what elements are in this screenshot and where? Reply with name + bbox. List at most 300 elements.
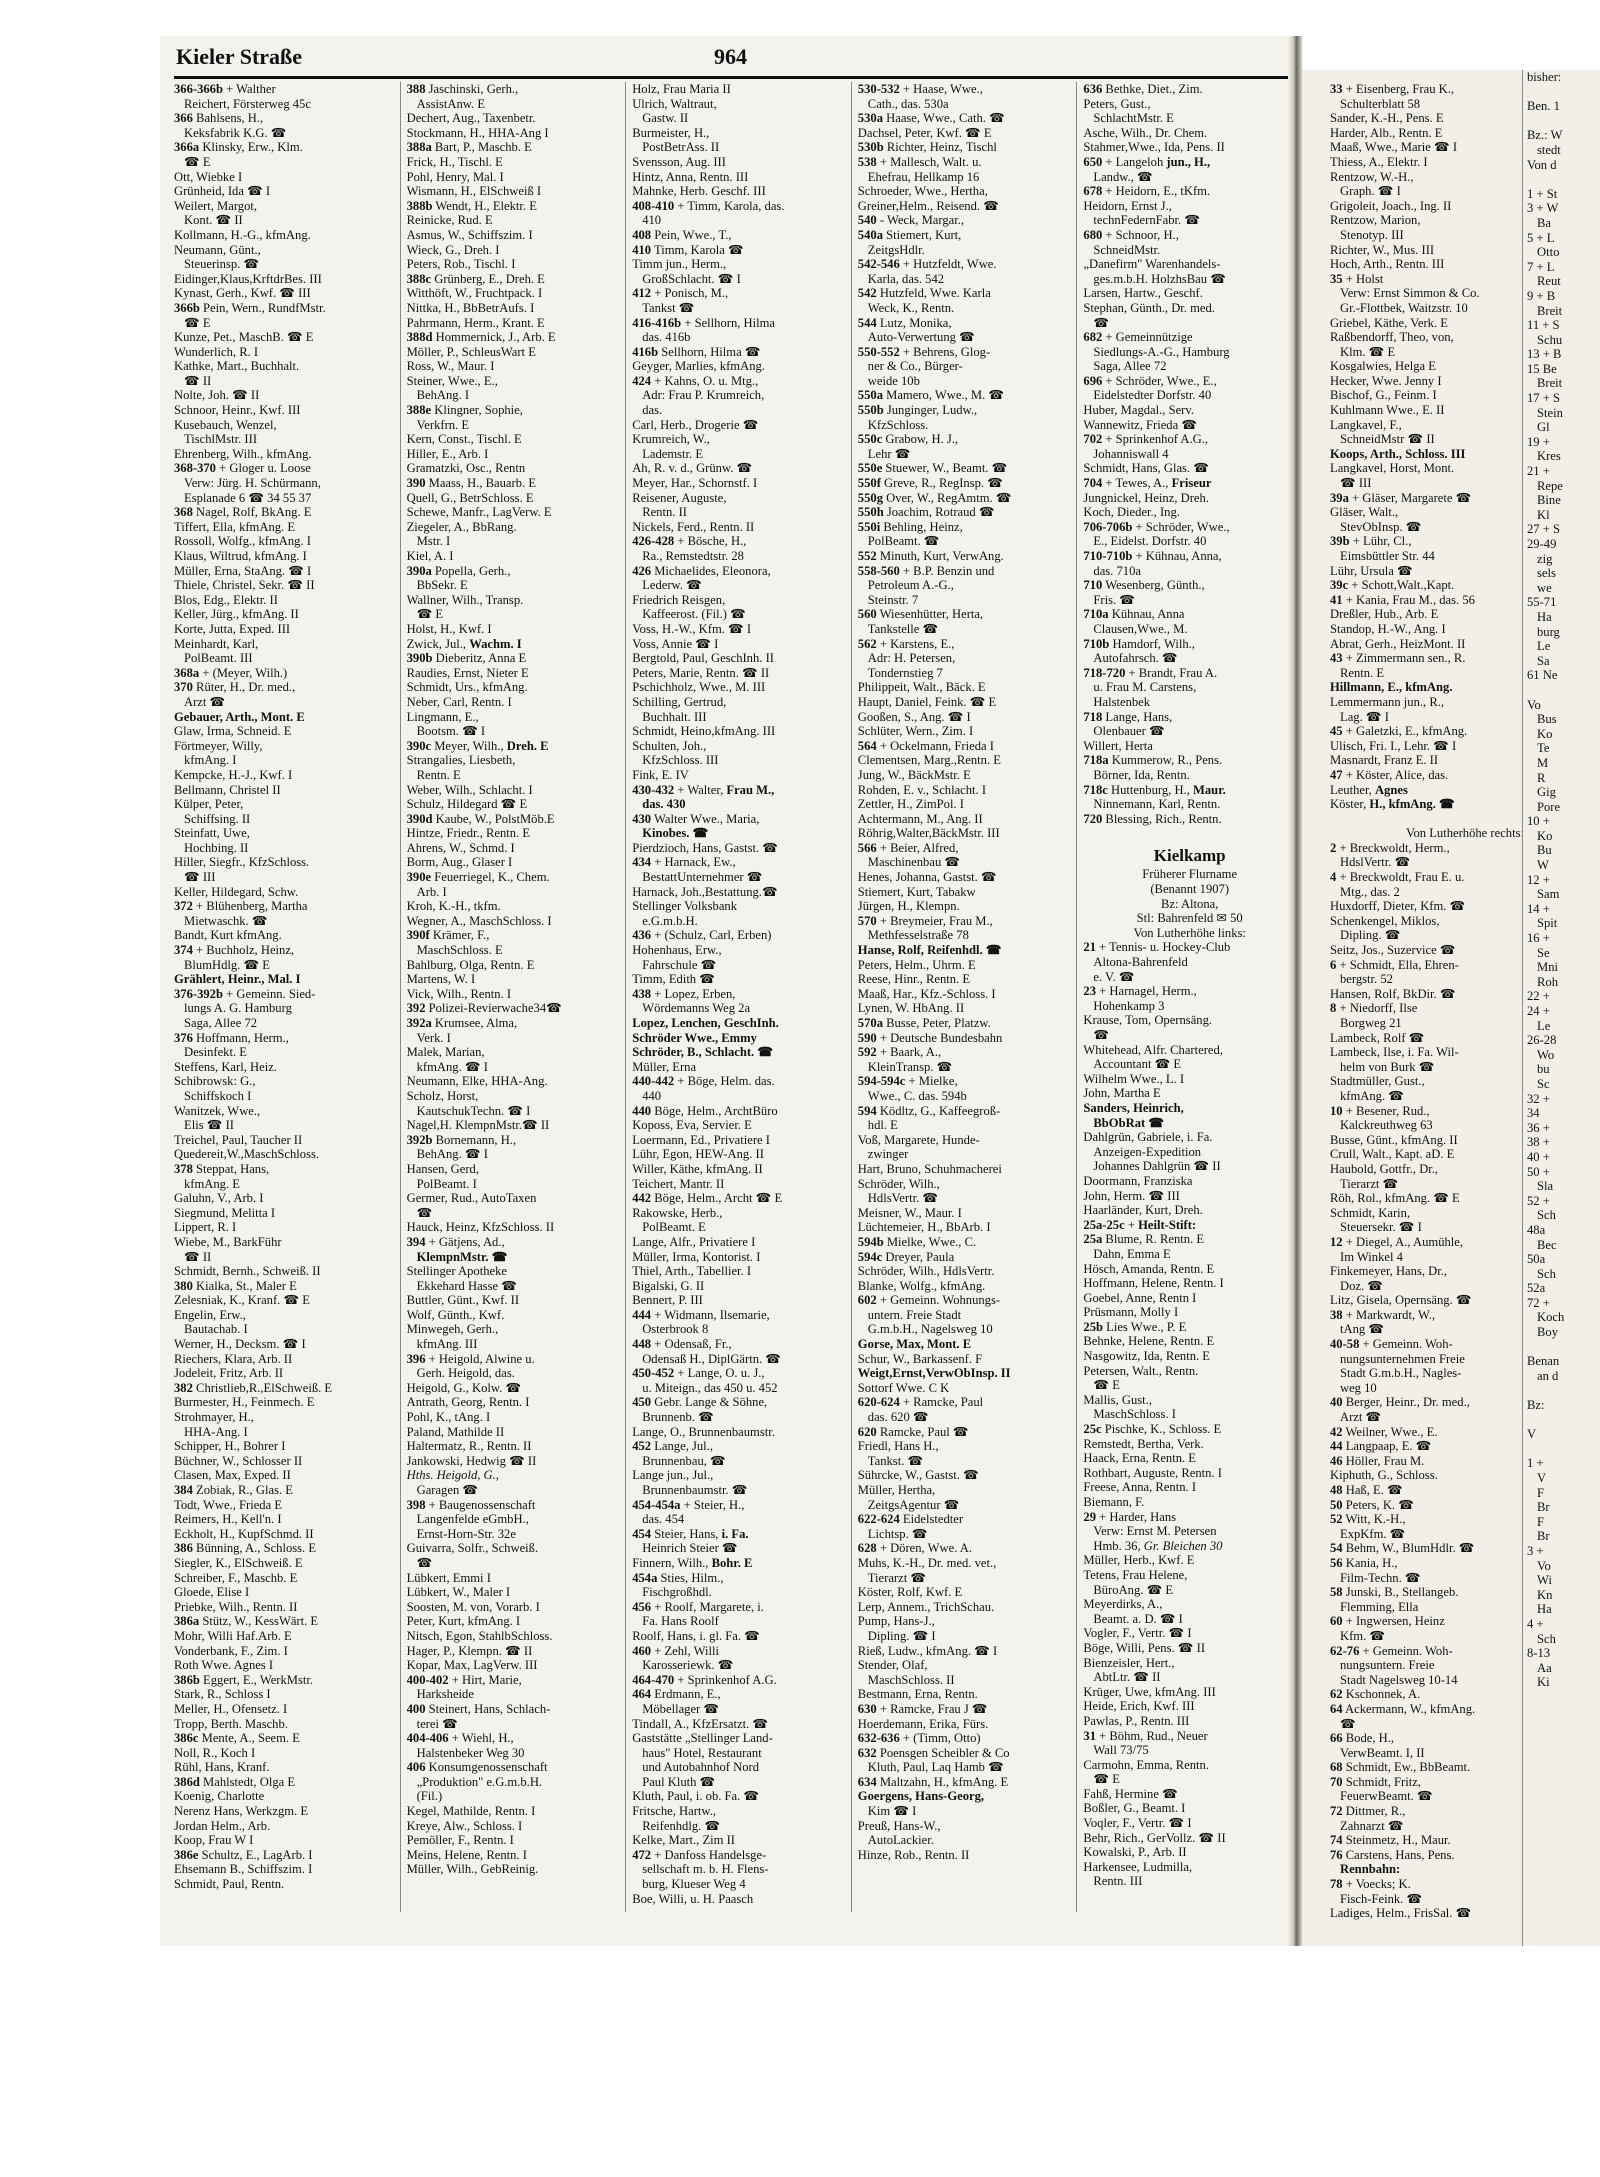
directory-entry-line: Greiner,Helm., Reisend. ☎ xyxy=(857,198,999,213)
cut-entry-fragment: Se xyxy=(1537,945,1550,960)
directory-entry-line: 592 + Baark, A., xyxy=(857,1045,942,1060)
directory-entry-line: Dachsel, Peter, Kwf. ☎ E xyxy=(857,125,992,140)
directory-entry-line: Jankowski, Hedwig ☎ II xyxy=(406,1453,537,1468)
directory-entry-line: Wunderlich, R. I xyxy=(174,344,259,359)
directory-entry-line: burg, Klueser Weg 4 xyxy=(642,1877,746,1892)
directory-entry-line: 552 Minuth, Kurt, VerwAng. xyxy=(857,549,1004,563)
directory-entry-line: Pemöller, F., Rentn. I xyxy=(406,1833,514,1848)
directory-entry-line: Mietwaschk. ☎ xyxy=(184,913,268,928)
directory-entry-line: Sottorf Wwe. C K xyxy=(857,1380,950,1395)
directory-entry-line: 464-470 + Sprinkenhof A.G. xyxy=(632,1672,777,1687)
directory-entry-line: Meisner, W., Maur. I xyxy=(857,1205,962,1220)
directory-entry-line: Schröder, B., Schlacht. ☎ xyxy=(632,1045,774,1060)
directory-entry-line: 39b + Lühr, Cl., xyxy=(1330,534,1412,549)
directory-entry-line: Stephan, Günth., Dr. med. xyxy=(1083,300,1215,315)
directory-entry-line: Schulterblatt 58 xyxy=(1340,96,1421,111)
directory-entry-line: Hauck, Heinz, KfzSchloss. II xyxy=(406,1220,555,1235)
directory-entry-line: Bienzeisler, Hert., xyxy=(1083,1655,1175,1670)
directory-entry-line: Im Winkel 4 xyxy=(1340,1249,1403,1264)
cut-entry-fragment: 10 + xyxy=(1527,814,1550,829)
directory-entry-line: Rentzow, W.-H., xyxy=(1330,169,1414,184)
directory-entry-line: Haarländer, Kurt, Dreh. xyxy=(1083,1203,1203,1218)
directory-entry-line: Mtg., das. 2 xyxy=(1340,884,1400,899)
cut-entry-fragment: 3 + W xyxy=(1527,201,1559,216)
directory-entry-line: 396 + Heigold, Alwine u. xyxy=(406,1351,535,1366)
directory-entry-line: Schnoor, Heinr., Kwf. III xyxy=(174,403,301,418)
directory-entry-line: Kluth, Paul, Laq Hamb ☎ xyxy=(867,1760,1004,1775)
right-page-cut-column xyxy=(1522,70,1600,1946)
directory-entry-line: 444 + Widmann, Ilsemarie, xyxy=(632,1307,770,1322)
directory-entry-line: 386 Bünning, A., Schloss. E xyxy=(174,1541,317,1556)
cut-entry-fragment: bu xyxy=(1537,1062,1550,1077)
directory-entry-line: Paul Kluth ☎ xyxy=(642,1774,716,1789)
directory-entry-line: Kowalski, P., Arb. II xyxy=(1083,1845,1187,1860)
directory-entry-line: 710b Hamdorf, Wilh., xyxy=(1083,636,1195,651)
directory-entry-line: Eidinger,Klaus,KrftdrBes. III xyxy=(174,271,322,286)
directory-entry-line: Kfm. ☎ xyxy=(1340,1628,1386,1643)
directory-entry-line: SchneidMstr. xyxy=(1093,242,1161,257)
directory-entry-line: kfmAng. E xyxy=(184,1176,240,1191)
directory-entry-line: Ladiges, Helm., FrisSal. ☎ xyxy=(1330,1906,1472,1921)
directory-entry-line: Ott, Wiebke I xyxy=(174,169,243,184)
cut-entry-fragment: Ko xyxy=(1537,828,1553,843)
directory-entry-line: 620 Ramcke, Paul ☎ xyxy=(857,1424,969,1439)
directory-entry-line: Beamt. a. D. ☎ I xyxy=(1093,1611,1183,1626)
directory-entry-line: Roolf, Hans, i. gl. Fa. ☎ xyxy=(632,1628,760,1643)
cut-entry-fragment: 11 + S xyxy=(1527,318,1560,333)
cut-entry-fragment: Aa xyxy=(1537,1660,1552,1675)
directory-entry-line: 72 Dittmer, R., xyxy=(1330,1804,1406,1819)
directory-entry-line: 392 Polizei-Revierwache34☎ xyxy=(406,1001,562,1016)
directory-entry-line: 25a Blume, R. Rentn. E xyxy=(1083,1232,1205,1247)
directory-entry-line: Weber, Wilh., Schlacht. I xyxy=(406,782,533,797)
directory-entry-line: Frick, H., Tischl. E xyxy=(406,154,503,169)
cut-entry-fragment: R xyxy=(1537,770,1546,785)
directory-entry-line: Quell, G., BetrSchloss. E xyxy=(406,490,534,505)
directory-entry-line: Ra., Remstedtstr. 28 xyxy=(642,549,744,563)
cut-entry-fragment xyxy=(1527,1340,1600,1355)
directory-entry-line: 33 + Eisenberg, Frau K., xyxy=(1330,82,1455,96)
directory-entry-line: Glaw, Irma, Schneid. E xyxy=(174,724,292,739)
directory-entry-line: Strohmayer, H., xyxy=(174,1410,254,1425)
directory-entry-line: Steuerinsp. ☎ xyxy=(184,257,260,272)
directory-entry-line: Peters, Helm., Uhrm. E xyxy=(857,957,976,972)
directory-entry-line: das. 430 xyxy=(642,797,686,812)
directory-entry-line: Friedl, Hans H., xyxy=(857,1439,939,1454)
directory-entry-line: zwinger xyxy=(867,1147,909,1162)
directory-entry-line: Wismann, H., ElSchweiß I xyxy=(406,184,542,199)
directory-entry-line: Stockmann, H., HHA-Ang I xyxy=(406,125,549,140)
directory-entry-line: Schlüter, Wern., Zim. I xyxy=(857,724,974,739)
directory-entry-line: Clausen,Wwe., M. xyxy=(1093,621,1188,636)
directory-entry-line: 562 + Karstens, E., xyxy=(857,636,955,651)
directory-entry-line: 386a Stütz, W., KessWärt. E xyxy=(174,1614,319,1629)
directory-entry-line: Ahrens, W., Schmd. I xyxy=(406,840,515,855)
directory-entry-line: 45 + Galetzki, E., kfmAng. xyxy=(1330,724,1468,739)
directory-entry-line: 368 Nagel, Rolf, BkAng. E xyxy=(174,505,312,520)
directory-entry-line: Ehefrau, Hellkamp 16 xyxy=(867,169,980,184)
directory-entry-line: 394 + Gätjens, Ad., xyxy=(406,1234,505,1249)
directory-entry-line: 10 + Besener, Rud., xyxy=(1330,1103,1430,1118)
directory-entry-line: Halstenbek xyxy=(1093,694,1151,709)
directory-entry-line: Pahrmann, Herm., Krant. E xyxy=(406,315,545,330)
directory-entry-line: Verw: Ernst M. Petersen xyxy=(1093,1524,1217,1539)
directory-entry-line: Pawlas, P., Rentn. III xyxy=(1083,1713,1190,1728)
directory-entry-line: Saga, Allee 72 xyxy=(1093,359,1167,374)
directory-entry-line: Börner, Ida, Rentn. xyxy=(1093,767,1190,782)
directory-entry-line: Clementsen, Marg.,Rentn. E xyxy=(857,753,1001,768)
directory-entry-line: Strangalies, Liesbeth, xyxy=(406,753,516,768)
directory-entry-line: ☎ xyxy=(1340,1716,1356,1731)
directory-entry-line: Sander, K.-H., Pens. E xyxy=(1330,111,1444,126)
directory-entry-line: Peter, Kurt, kfmAng. I xyxy=(406,1614,521,1629)
directory-entry-line: Lerp, Annem., TrichSchau. xyxy=(857,1599,995,1614)
directory-entry-line: 718 Lange, Hans, xyxy=(1083,709,1173,724)
directory-entry-line: Wolf, Günth., Kwf. xyxy=(406,1307,505,1322)
directory-entry-line: Verk. I xyxy=(416,1030,451,1045)
directory-entry-line: Vick, Wilh., Rentn. I xyxy=(406,986,512,1001)
directory-entry-line: 12 + Diegel, A., Aumühle, xyxy=(1330,1234,1464,1249)
directory-entry-line: Carmohn, Emma, Rentn. xyxy=(1083,1757,1209,1772)
directory-entry-line: 44 Langpaap, E. ☎ xyxy=(1330,1439,1432,1454)
directory-entry-line: Steinstr. 7 xyxy=(867,592,919,607)
directory-entry-line: Auto-Verwertung ☎ xyxy=(867,330,975,345)
directory-entry-line: Ernst-Horn-Str. 32e xyxy=(416,1526,516,1541)
directory-entry-line: 710 Wesenberg, Günth., xyxy=(1083,578,1205,593)
directory-entry-line: 380 Kialka, St., Maler E xyxy=(174,1278,297,1293)
directory-entry-line: e.G.m.b.H. xyxy=(642,913,698,928)
directory-entry-line: Maaß, Har., Kfz.-Schloss. I xyxy=(857,986,996,1001)
directory-entry-line: BestattUnternehmer ☎ xyxy=(642,870,763,885)
directory-entry-line: Voss, H.-W., Kfm. ☎ I xyxy=(632,621,752,636)
directory-entry-line: Saga, Allee 72 xyxy=(184,1016,258,1030)
directory-entry-line: Germer, Rud., AutoTaxen xyxy=(406,1191,537,1206)
directory-entry-line: Stadt G.m.b.H., Nagles- xyxy=(1340,1366,1462,1381)
directory-entry-line: 706-706b + Schröder, Wwe., xyxy=(1083,519,1230,534)
directory-entry-line: Nasgowitz, Ida, Rentn. E xyxy=(1083,1349,1210,1364)
directory-entry-line: Kempcke, H.-J., Kwf. I xyxy=(174,767,293,782)
cut-entry-fragment: 27 + S xyxy=(1527,522,1560,537)
directory-entry-line: Reinicke, Rud. E xyxy=(406,213,493,228)
directory-entry-line: Fischgroßhdl. xyxy=(642,1585,712,1600)
directory-entry-line: Hiller, E., Arb. I xyxy=(406,446,489,461)
directory-column-2 xyxy=(400,82,620,1912)
directory-entry-line: Kegel, Mathilde, Rentn. I xyxy=(406,1804,536,1819)
directory-entry-line: 39a + Gläser, Margarete ☎ xyxy=(1330,490,1472,505)
directory-entry-line: Müller, Irma, Kontorist. I xyxy=(632,1249,761,1264)
directory-entry-line: Harksheide xyxy=(416,1687,474,1702)
cut-entry-fragment: Spit xyxy=(1537,916,1558,931)
directory-entry-line: Weck, K., Rentn. xyxy=(867,300,955,315)
directory-entry-line: 400-402 + Hirt, Marie, xyxy=(406,1672,522,1687)
cut-entry-fragment: Vo xyxy=(1537,1558,1551,1573)
directory-entry-line: Goergens, Hans-Georg, xyxy=(857,1789,985,1804)
directory-entry-line: Stenotyp. III xyxy=(1340,227,1404,242)
directory-entry-line: Pschichholz, Wwe., M. III xyxy=(632,680,766,695)
directory-entry-line: Behnke, Helene, Rentn. E xyxy=(1083,1334,1215,1349)
directory-entry-line: 430 Walter Wwe., Maria, xyxy=(632,811,760,826)
cut-entry-fragment: F xyxy=(1537,1485,1545,1500)
cut-entry-fragment: Gl xyxy=(1537,420,1550,435)
directory-entry-line: 6 + Schmidt, Ella, Ehren- xyxy=(1330,957,1459,972)
directory-entry-line: 392a Krumsee, Alma, xyxy=(406,1016,518,1030)
directory-entry-line: 60 + Ingwersen, Heinz xyxy=(1330,1614,1445,1629)
directory-entry-line: 564 + Ockelmann, Frieda I xyxy=(857,738,994,753)
directory-entry-line: ExpKfm. ☎ xyxy=(1340,1526,1406,1541)
cut-entry-fragment: 26-28 xyxy=(1527,1033,1557,1048)
cut-entry-fragment: Bus xyxy=(1537,712,1557,727)
directory-entry-line: 366-366b + Walther xyxy=(174,82,276,96)
directory-entry-line: Bandt, Kurt kfmAng. xyxy=(174,928,282,943)
directory-entry-line: 66 Bode, H., xyxy=(1330,1731,1395,1746)
directory-entry-line: Burmeister, H., xyxy=(632,125,710,140)
directory-entry-line: Wanitzek, Wwe., xyxy=(174,1103,261,1118)
directory-entry-line: Stellinger Apotheke xyxy=(406,1264,507,1279)
directory-entry-line: Lynen, W. HbAng. II xyxy=(857,1001,965,1016)
directory-entry-line: Graph. ☎ I xyxy=(1340,184,1401,199)
directory-entry-line: Rentn. II xyxy=(642,505,687,520)
directory-entry-line: 70 Schmidt, Fritz, xyxy=(1330,1774,1421,1789)
directory-entry-line: Ross, W., Maur. I xyxy=(406,359,495,374)
directory-entry-line: ☎ E xyxy=(1093,1378,1120,1393)
cut-entry-fragment: 17 + S xyxy=(1527,391,1560,406)
directory-entry-line: Gooßen, S., Ang. ☎ I xyxy=(857,709,971,724)
directory-entry-line: 390b Dieberitz, Anna E xyxy=(406,651,527,666)
directory-entry-line: Steffens, Karl, Heiz. xyxy=(174,1059,277,1074)
directory-entry-line: 544 Lutz, Monika, xyxy=(857,315,952,330)
directory-entry-line: 390d Kaube, W., PolstMöb.E xyxy=(406,811,555,826)
directory-entry-line: Lippert, R. I xyxy=(174,1220,237,1235)
directory-entry-line: Gastw. II xyxy=(642,111,689,126)
directory-entry-line: Asche, Wilh., Dr. Chem. xyxy=(1083,125,1208,140)
directory-entry-line: Langenfelde eGmbH., xyxy=(416,1512,529,1527)
cut-entry-fragment: Repe xyxy=(1537,478,1563,493)
cut-entry-fragment: Reut xyxy=(1537,274,1561,289)
directory-entry-line: 570 + Breymeier, Frau M., xyxy=(857,913,993,928)
cut-entry-fragment: 8-13 xyxy=(1527,1646,1551,1661)
left-page xyxy=(160,36,1300,1946)
directory-entry-line: KlempnMstr. ☎ xyxy=(416,1249,508,1264)
directory-entry-line: Koops, Arth., Schloss. III xyxy=(1330,446,1466,461)
directory-entry-line: Lopez, Lenchen, GeschInh. xyxy=(632,1016,779,1030)
directory-entry-line: AbtLtr. ☎ II xyxy=(1093,1670,1161,1685)
directory-entry-line: Johanniswall 4 xyxy=(1093,446,1169,461)
directory-entry-line: BüroAng. ☎ E xyxy=(1093,1582,1174,1597)
directory-entry-line: 678 + Heidorn, E., tKfm. xyxy=(1083,184,1211,199)
directory-entry-line: Crull, Walt., Kapt. aD. E xyxy=(1330,1147,1455,1162)
directory-entry-line: Zettler, H., ZimPol. I xyxy=(857,797,964,812)
directory-entry-line: ☎ E xyxy=(184,154,211,169)
directory-entry-line: 366a Klinsky, Erw., Klm. xyxy=(174,140,303,155)
directory-entry-line: GroßSchlacht. ☎ I xyxy=(642,271,741,286)
cut-entry-fragment: Stein xyxy=(1537,405,1563,420)
directory-entry-line: FeuerwBeamt. ☎ xyxy=(1340,1789,1433,1804)
directory-entry-line: Grählert, Heinr., Mal. I xyxy=(174,972,301,987)
directory-entry-line: Klaus, Wiltrud, kfmAng. I xyxy=(174,549,307,563)
directory-entry-line: 454a Sties, Hilm., xyxy=(632,1570,724,1585)
directory-entry-line: Thiel, Arth., Tabellier. I xyxy=(632,1264,752,1279)
directory-entry-line: 632-636 + (Timm, Otto) xyxy=(857,1731,981,1746)
directory-entry-line: Maschinenbau ☎ xyxy=(867,855,961,870)
directory-entry-line: (Benannt 1907) xyxy=(1150,882,1230,897)
cut-entry-fragment: M xyxy=(1537,755,1549,770)
directory-entry-line: ZeitgsHdlr. xyxy=(867,242,925,257)
directory-entry-line: Altona-Bahrenfeld xyxy=(1093,955,1188,970)
directory-entry-line: Stahmer,Wwe., Ida, Pens. II xyxy=(1083,140,1225,155)
directory-entry-line: 368-370 + Gloger u. Loose xyxy=(174,461,311,476)
directory-entry-line: Dreßler, Hub., Arb. E xyxy=(1330,607,1439,622)
directory-entry-line: und Autobahnhof Nord xyxy=(642,1760,760,1775)
directory-entry-line: 35 + Holst xyxy=(1330,271,1384,286)
directory-entry-line: 442 Böge, Helm., Archt ☎ E xyxy=(632,1191,783,1206)
directory-entry-line: 628 + Dören, Wwe. A. xyxy=(857,1541,973,1556)
directory-entry-line: 710a Kühnau, Anna xyxy=(1083,607,1185,622)
directory-entry-line: 680 + Schnoor, H., xyxy=(1083,227,1179,242)
directory-entry-line: ☎ II xyxy=(184,1249,212,1264)
directory-entry-line: Pierdzioch, Hans, Gastst. ☎ xyxy=(632,840,778,855)
directory-entry-line: Johannes Dahlgrün ☎ II xyxy=(1093,1159,1221,1174)
directory-entry-line: Lübkert, Emmi I xyxy=(406,1570,491,1585)
directory-entry-line: Schröder, Wilh., xyxy=(857,1176,940,1191)
directory-entry-line: Bischof, G., Feinm. I xyxy=(1330,388,1437,403)
directory-entry-line: 530a Haase, Wwe., Cath. ☎ xyxy=(857,111,1005,126)
directory-entry-line: 2 + Breckwoldt, Herm., xyxy=(1330,840,1450,855)
directory-entry-line: Buchhalt. III xyxy=(642,709,707,724)
directory-entry-line: 594-594c + Mielke, xyxy=(857,1074,958,1089)
directory-entry-line: 76 Carstens, Hans, Pens. xyxy=(1330,1847,1455,1862)
directory-entry-line: 408-410 + Timm, Karola, das. xyxy=(632,198,785,213)
cut-entry-fragment: Bz: xyxy=(1527,1398,1545,1413)
directory-entry-line: „Produktion" e.G.m.b.H. xyxy=(416,1774,543,1789)
directory-entry-line: Kiel, A. I xyxy=(406,549,454,563)
directory-entry-line: technFedernFabr. ☎ xyxy=(1093,213,1201,228)
directory-entry-line: Müller, Hertha, xyxy=(857,1483,936,1497)
cut-entry-fragment: sels xyxy=(1537,566,1556,581)
directory-entry-line: helm von Burk ☎ xyxy=(1340,1059,1435,1074)
directory-entry-line: Rohden, E. v., Schlacht. I xyxy=(857,782,987,797)
directory-entry-line: Esplanade 6 ☎ 34 55 37 xyxy=(184,490,312,505)
directory-entry-line: 704 + Tewes, A., Friseur xyxy=(1083,476,1212,491)
directory-entry-line: Keller, Hildegard, Schw. xyxy=(174,884,299,899)
cut-entry-fragment: 19 + xyxy=(1527,434,1550,449)
directory-entry-line: Reifenhdlg. ☎ xyxy=(642,1818,721,1833)
directory-entry-line: Wieck, G., Dreh. I xyxy=(406,242,500,257)
directory-entry-line: Jungnickel, Heinz, Dreh. xyxy=(1083,490,1209,505)
directory-entry-line: Richter, W., Mus. III xyxy=(1330,242,1435,257)
cut-entry-fragment: 48a xyxy=(1527,1222,1546,1237)
directory-entry-line: Schenkengel, Miklos, xyxy=(1330,913,1440,928)
cut-entry-fragment: 22 + xyxy=(1527,989,1550,1004)
directory-entry-line: Accountant ☎ E xyxy=(1093,1057,1182,1072)
directory-entry-line: Meinhardt, Karl, xyxy=(174,636,259,651)
directory-entry-line: Weilert, Margot, xyxy=(174,198,258,213)
directory-entry-line: PolBeamt. E xyxy=(642,1220,706,1235)
directory-entry-line: Karosseriewk. ☎ xyxy=(642,1658,734,1673)
directory-entry-line: Dahn, Emma E xyxy=(1093,1246,1171,1261)
directory-entry-line: Verw: Ernst Simmon & Co. xyxy=(1340,286,1480,301)
directory-entry-line: 25a-25c + Heilt-Stift: xyxy=(1083,1217,1197,1232)
cut-entry-fragment: Bz.: W xyxy=(1527,128,1563,143)
directory-entry-line: Schröder, Wilh., HdlsVertr. xyxy=(857,1264,995,1279)
directory-entry-line: Peters, Rob., Tischl. I xyxy=(406,257,516,272)
cut-entry-fragment: V xyxy=(1527,1427,1537,1442)
directory-entry-line: Anzeigen-Expedition xyxy=(1093,1144,1202,1159)
directory-entry-line: 388 Jaschinski, Gerh., xyxy=(406,82,519,96)
directory-entry-line: nungsunternehmen Freie xyxy=(1340,1351,1465,1366)
directory-entry-line: Pump, Hans-J., xyxy=(857,1614,935,1629)
directory-entry-line: Kunze, Pet., MaschB. ☎ E xyxy=(174,330,314,345)
directory-entry-line: Philippeit, Walt., Bäck. E xyxy=(857,680,986,695)
cut-entry-fragment: Kl xyxy=(1537,507,1550,522)
directory-entry-line: 388b Wendt, H., Elektr. E xyxy=(406,198,537,213)
directory-entry-line: 550f Greve, R., RegInsp. ☎ xyxy=(857,476,1003,491)
directory-entry-line: Petroleum A.-G., xyxy=(867,578,954,593)
cut-entry-fragment xyxy=(1527,85,1600,100)
cut-entry-fragment: 52 + xyxy=(1527,1193,1550,1208)
directory-entry-line: 58 Junski, B., Stellangeb. xyxy=(1330,1585,1459,1600)
directory-column-3 xyxy=(625,82,845,1912)
directory-entry-line: Stark, R., Schloss I xyxy=(174,1687,271,1702)
directory-entry-line: Steinfatt, Uwe, xyxy=(174,826,250,841)
directory-entry-line: Kielkamp xyxy=(1153,845,1226,865)
directory-entry-line: Wwe., C. das. 594b xyxy=(867,1088,967,1103)
directory-entry-line: 368a + (Meyer, Wilh.) xyxy=(174,665,288,680)
directory-entry-line: Willert, Herta xyxy=(1083,738,1153,753)
directory-entry-line: Gerh. Heigold, das. xyxy=(416,1366,515,1381)
directory-entry-line: Haubold, Gottfr., Dr., xyxy=(1330,1161,1439,1176)
directory-entry-line: Bennert, P. III xyxy=(632,1293,703,1308)
directory-entry-line: Jung, W., BäckMstr. E xyxy=(857,767,971,782)
directory-entry-line: Meins, Helene, Rentn. I xyxy=(406,1847,527,1862)
cut-entry-fragment: 13 + B xyxy=(1527,347,1562,362)
directory-entry-line: Henes, Johanna, Gastst. ☎ xyxy=(857,870,997,885)
directory-entry-line: Treichel, Paul, Taucher II xyxy=(174,1132,303,1147)
directory-entry-line: Verw: Jürg. H. Schürmann, xyxy=(184,476,321,491)
directory-entry-line: 388a Bart, P., Maschb. E xyxy=(406,140,532,155)
directory-entry-line: Nolte, Joh. ☎ II xyxy=(174,388,260,403)
directory-entry-line: 21 + Tennis- u. Hockey-Club xyxy=(1083,940,1231,955)
directory-entry-line: BlumHdlg. ☎ E xyxy=(184,957,271,972)
cut-entry-fragment: Sch xyxy=(1537,1631,1556,1646)
directory-entry-line: Ehsemann B., Schiffszim. I xyxy=(174,1862,313,1877)
directory-entry-line: BehAng. I xyxy=(416,388,470,403)
directory-entry-line: Fris. ☎ xyxy=(1093,592,1135,607)
directory-entry-line: Carl, Herb., Drogerie ☎ xyxy=(632,417,759,432)
directory-entry-line: Stender, Olaf, xyxy=(857,1658,928,1673)
directory-entry-line: Rennbahn: xyxy=(1340,1862,1401,1877)
directory-entry-line: Siedlungs-A.-G., Hamburg xyxy=(1093,344,1230,359)
directory-entry-line: das. 620 ☎ xyxy=(867,1410,929,1425)
directory-entry-line: Krüger, Uwe, kfmAng. III xyxy=(1083,1684,1216,1699)
cut-entry-fragment: burg xyxy=(1537,624,1560,639)
cut-entry-fragment: V xyxy=(1537,1471,1547,1485)
directory-entry-line: 386d Mahlstedt, Olga E xyxy=(174,1774,296,1789)
directory-entry-line: Heinrich Steier ☎ xyxy=(642,1541,738,1556)
directory-entry-line: Landw., ☎ xyxy=(1093,169,1153,184)
directory-entry-line: e. V. ☎ xyxy=(1093,969,1135,984)
directory-entry-line: Zwick, Jul., Wachm. I xyxy=(406,636,522,651)
directory-entry-line: Neber, Carl, Rentn. I xyxy=(406,694,512,709)
directory-entry-line: Fisch-Feink. ☎ xyxy=(1340,1891,1423,1906)
directory-entry-line: PolBeamt. I xyxy=(416,1176,477,1191)
cut-entry-fragment: 24 + xyxy=(1527,1004,1550,1018)
directory-entry-line: 720 Blessing, Rich., Rentn. xyxy=(1083,811,1222,826)
directory-entry-line: Wiebe, M., BarkFühr xyxy=(174,1234,282,1249)
directory-entry-line: Harnack, Joh.,Bestattung.☎ xyxy=(632,884,778,899)
directory-entry-line: Odensaß H., DiplGärtn. ☎ xyxy=(642,1351,781,1366)
directory-entry-line: MaschSchloss. II xyxy=(867,1672,955,1687)
directory-entry-line: Tetens, Frau Helene, xyxy=(1083,1567,1188,1582)
